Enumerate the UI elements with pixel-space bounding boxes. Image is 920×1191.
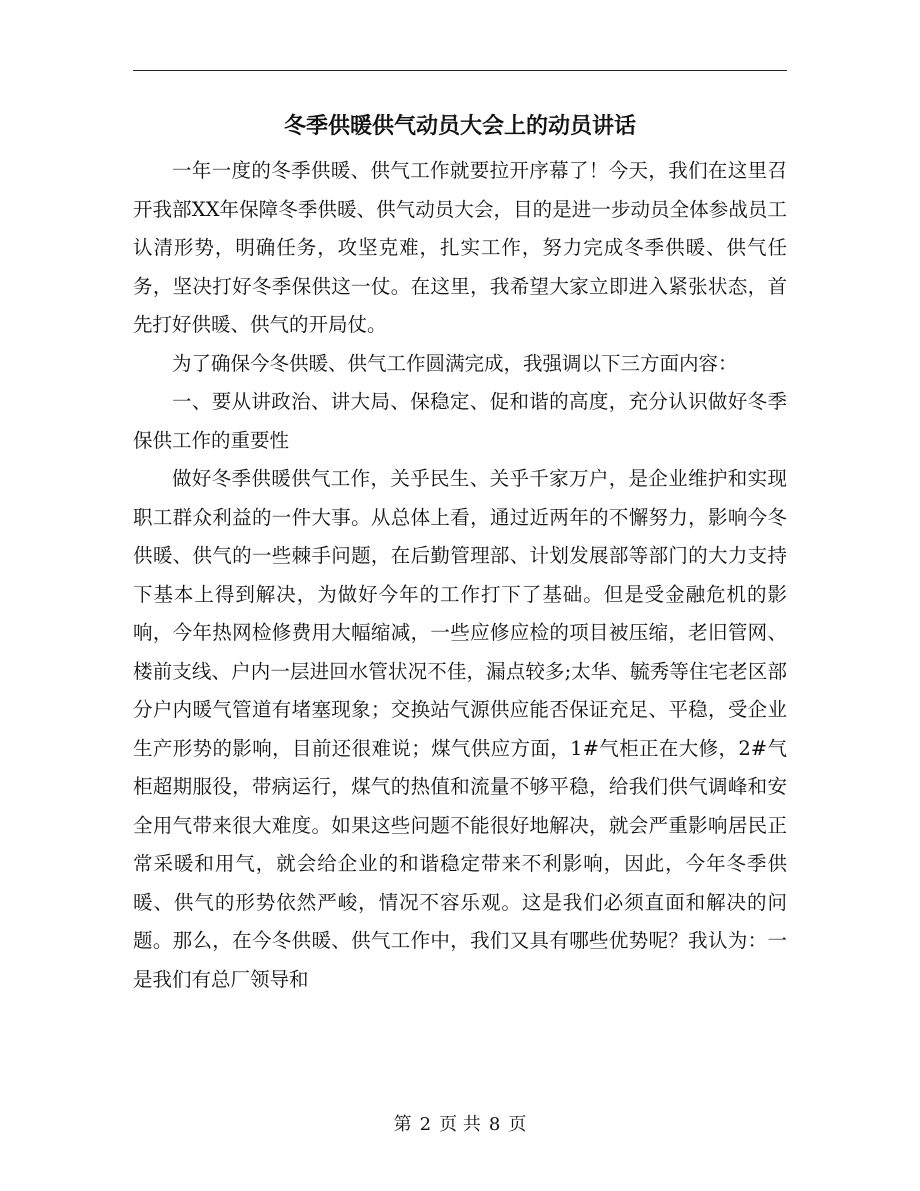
document-body [133, 152, 787, 999]
footer-prefix: 第 [393, 1114, 412, 1135]
footer-page-number: 2 [419, 1114, 432, 1135]
footer-total-pages: 8 [488, 1114, 501, 1135]
header-rule [133, 70, 787, 71]
paragraph-intro: 一年一度的冬季供暖、供气工作就要拉开序幕了！今天，我们在这里召开我部XX年保障冬季供暖、供气动员大会，目的是进一步动员全体参战员工认清形势，明确任务，攻坚克难，扎实工作，努力完成冬季供暖、供气任务，坚决打好冬季保供这一仗。在这里，我希望大家立即进入紧张状态，首先打好供暖、供气的开局仗。 [133, 159, 787, 336]
footer-middle: 页 共 [439, 1114, 481, 1135]
page-footer [133, 1111, 787, 1139]
footer-suffix: 页 [508, 1114, 527, 1135]
paragraph-situation: 做好冬季供暖供气工作，关乎民生、关乎千家万户，是企业维护和实现职工群众利益的一件大事。从总体上看，通过近两年的不懈努力，影响今冬供暖、供气的一些棘手问题，在后勤管理部、计划发展部等部门的大力支持下基本上得到解决，为做好今年的工作打下了基础。但是受金融危机的影响，今年热网检修费用大幅缩减，一些应修应检的项目被压缩，老旧管网、楼前支线、户内一层进回水管状况不佳，漏点较多;太华、毓秀等住宅老区部分户内暖气管道有堵塞现象；交换站气源供应能否保证充足、平稳，受企业生产形势的影响，目前还很难说；煤气供应方面，1#气柜正在大修，2#气柜超期服役，带病运行，煤气的热值和流量不够平稳，给我们供气调峰和安全用气带来很大难度。如果这些问题不能很好地解决，就会严重影响居民正常采暖和用气，就会给企业的和谐稳定带来不利影响，因此，今年冬季供暖、供气的形势依然严峻，情况不容乐观。这是我们必须直面和解决的问题。那么，在今冬供暖、供气工作中，我们又具有哪些优势呢？我认为：一是我们有总厂领导和 [133, 467, 787, 991]
document-title: 冬季供暖供气动员大会上的动员讲话 [283, 113, 636, 139]
paragraph-emphasis: 为了确保今冬供暖、供气工作圆满完成，我强调以下三方面内容： [172, 351, 738, 375]
section-heading-1: 一、要从讲政治、讲大局、保稳定、促和谐的高度，充分认识做好冬季保供工作的重要性 [133, 390, 787, 452]
